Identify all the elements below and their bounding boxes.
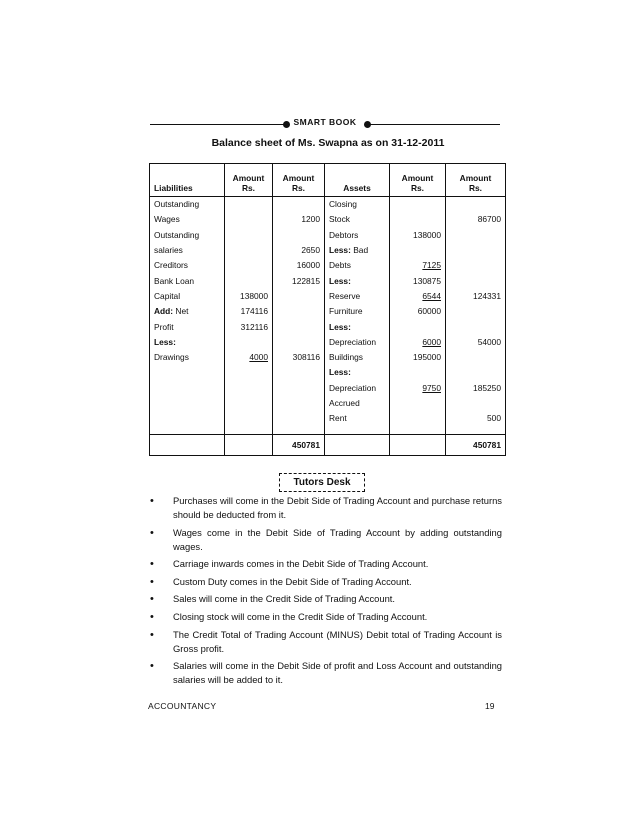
table-row <box>150 350 506 365</box>
table-cell: 60000 <box>390 304 446 319</box>
list-item: • Closing stock will come in the Credit Side of Trading Account. <box>150 610 502 624</box>
table-cell: Closing <box>325 197 390 213</box>
table-row <box>150 381 506 396</box>
table-cell: Bank Loan <box>150 273 225 288</box>
page-title: Balance sheet of Ms. Swapna as on 31-12-2011 <box>211 137 445 149</box>
page-number: 19 <box>485 701 495 711</box>
table-cell: 312116 <box>225 319 273 334</box>
table-cell: 4000 <box>225 350 273 365</box>
table-cell <box>446 350 506 365</box>
table-cell <box>273 197 325 213</box>
table-cell <box>446 197 506 213</box>
table-cell <box>273 396 325 411</box>
table-cell <box>446 365 506 380</box>
table-cell <box>446 426 506 435</box>
table-cell <box>225 365 273 380</box>
list-item: • Salaries will come in the Debit Side of profit and Loss Account and outstanding salaries will be added to it. <box>150 659 502 687</box>
table-cell <box>225 243 273 258</box>
table-row <box>150 273 506 288</box>
table-cell <box>325 273 390 288</box>
total-amount: 450781 <box>273 435 325 456</box>
table-cell <box>446 243 506 258</box>
table-cell <box>273 381 325 396</box>
table-cell <box>325 319 390 334</box>
table-cell: 1200 <box>273 212 325 227</box>
header-line-1: Amount <box>401 173 434 183</box>
table-row <box>150 212 506 227</box>
table-cell <box>446 273 506 288</box>
tutors-desk-box: Tutors Desk <box>279 473 365 492</box>
table-cell <box>273 335 325 350</box>
table-cell <box>225 335 273 350</box>
table-cell <box>150 435 225 456</box>
list-item: • Purchases will come in the Debit Side of Trading Account and purchase returns should be deducted from it. <box>150 494 502 522</box>
cell-bold-prefix: Less: <box>329 321 351 332</box>
total-amount: 450781 <box>446 435 506 456</box>
table-cell: 185250 <box>446 381 506 396</box>
running-header <box>150 117 500 131</box>
table-cell: Add: Net <box>150 304 225 319</box>
table-cell <box>150 426 225 435</box>
table-cell <box>150 396 225 411</box>
table-cell <box>225 212 273 227</box>
header-label: SMART BOOK <box>293 117 357 127</box>
table-cell: 174116 <box>225 304 273 319</box>
table-cell: 6544 <box>390 289 446 304</box>
table-cell: Less: Bad <box>325 243 390 258</box>
table-cell: 130875 <box>390 273 446 288</box>
table-cell <box>225 273 273 288</box>
table-cell <box>390 426 446 435</box>
footer-subject: ACCOUNTANCY <box>148 701 217 711</box>
cell-bold-prefix: Less: <box>329 275 351 286</box>
header-line-1: Amount <box>232 173 265 183</box>
table-row <box>150 396 506 411</box>
list-item: • The Credit Total of Trading Account (MINUS) Debit total of Trading Account is Gross profit. <box>150 628 502 656</box>
table-cell: 138000 <box>390 228 446 243</box>
column-header <box>446 164 506 197</box>
header-line-2: Rs. <box>410 183 425 193</box>
table-cell: 9750 <box>390 381 446 396</box>
table-cell: Wages <box>150 212 225 227</box>
cell-bold-prefix: Less: <box>329 367 351 378</box>
table-row <box>150 228 506 243</box>
table-cell <box>390 197 446 213</box>
table-cell <box>225 411 273 426</box>
table-cell <box>390 319 446 334</box>
table-cell: 54000 <box>446 335 506 350</box>
table-cell: 122815 <box>273 273 325 288</box>
table-row <box>150 289 506 304</box>
header-line-2: Rs. <box>241 183 256 193</box>
table-row <box>150 197 506 213</box>
table-cell: Outstanding <box>150 228 225 243</box>
table-cell: 308116 <box>273 350 325 365</box>
table-cell <box>446 396 506 411</box>
table-cell <box>446 304 506 319</box>
table-cell <box>273 411 325 426</box>
table-cell <box>390 435 446 456</box>
column-header <box>390 164 446 197</box>
table-cell: Debts <box>325 258 390 273</box>
table-cell <box>273 365 325 380</box>
table-cell <box>446 319 506 334</box>
table-cell <box>273 228 325 243</box>
list-item: • Carriage inwards comes in the Debit Side of Trading Account. <box>150 557 502 571</box>
table-cell: Outstanding <box>150 197 225 213</box>
table-cell: 86700 <box>446 212 506 227</box>
header-line-2: Rs. <box>291 183 306 193</box>
table-cell <box>273 319 325 334</box>
table-row <box>150 243 506 258</box>
table-cell: Reserve <box>325 289 390 304</box>
column-header: Liabilities <box>150 164 225 197</box>
list-item: • Wages come in the Debit Side of Trading Account by adding outstanding wages. <box>150 526 502 554</box>
table-cell: Accrued <box>325 396 390 411</box>
cell-bold-prefix: Add: <box>154 306 174 317</box>
table-header-row <box>150 164 506 197</box>
table-cell: Furniture <box>325 304 390 319</box>
table-total-row <box>150 435 506 456</box>
table-cell: Capital <box>150 289 225 304</box>
list-item: • Custom Duty comes in the Debit Side of Trading Account. <box>150 575 502 589</box>
table-cell: Stock <box>325 212 390 227</box>
table-cell: Buildings <box>325 350 390 365</box>
table-row <box>150 304 506 319</box>
balance-sheet-table <box>149 163 506 456</box>
table-cell: Rent <box>325 411 390 426</box>
table-cell: 2650 <box>273 243 325 258</box>
table-cell <box>225 426 273 435</box>
column-header: Assets <box>325 164 390 197</box>
table-cell: Profit <box>150 319 225 334</box>
table-cell <box>325 426 390 435</box>
table-cell: Creditors <box>150 258 225 273</box>
header-line-1: Amount <box>459 173 492 183</box>
table-row <box>150 258 506 273</box>
table-cell: 500 <box>446 411 506 426</box>
table-cell <box>150 411 225 426</box>
list-item: • Sales will come in the Credit Side of Trading Account. <box>150 592 502 606</box>
table-cell <box>325 365 390 380</box>
table-cell <box>150 381 225 396</box>
table-cell: 195000 <box>390 350 446 365</box>
table-cell <box>325 435 390 456</box>
table-cell: Debtors <box>325 228 390 243</box>
table-cell <box>446 228 506 243</box>
table-cell: 124331 <box>446 289 506 304</box>
header-line-1: Amount <box>282 173 315 183</box>
table-cell: 6000 <box>390 335 446 350</box>
table-cell: Depreciation <box>325 335 390 350</box>
table-cell: 16000 <box>273 258 325 273</box>
table-cell <box>273 304 325 319</box>
table-cell: Depreciation <box>325 381 390 396</box>
table-cell: 7125 <box>390 258 446 273</box>
table-cell <box>390 396 446 411</box>
table-cell <box>273 289 325 304</box>
table-row <box>150 319 506 334</box>
header-rule-right <box>370 124 500 125</box>
column-header <box>273 164 325 197</box>
table-cell <box>273 426 325 435</box>
header-line-2: Rs. <box>468 183 483 193</box>
table-cell <box>150 335 225 350</box>
table-cell <box>390 365 446 380</box>
table-cell <box>390 243 446 258</box>
tutors-notes-list <box>150 494 502 691</box>
table-cell <box>390 411 446 426</box>
table-cell <box>225 197 273 213</box>
table-cell <box>225 381 273 396</box>
table-cell <box>225 435 273 456</box>
table-row <box>150 411 506 426</box>
cell-bold-prefix: Less: <box>154 336 176 347</box>
cell-bold-prefix: Less: <box>329 245 351 256</box>
table-cell <box>225 228 273 243</box>
table-cell: 138000 <box>225 289 273 304</box>
table-spacer-row <box>150 426 506 435</box>
column-header <box>225 164 273 197</box>
table-cell <box>225 396 273 411</box>
table-row <box>150 365 506 380</box>
table-cell <box>150 365 225 380</box>
table-cell <box>446 258 506 273</box>
table-cell <box>225 258 273 273</box>
table-cell: Drawings <box>150 350 225 365</box>
table-row <box>150 335 506 350</box>
table-cell <box>390 212 446 227</box>
table-cell: salaries <box>150 243 225 258</box>
